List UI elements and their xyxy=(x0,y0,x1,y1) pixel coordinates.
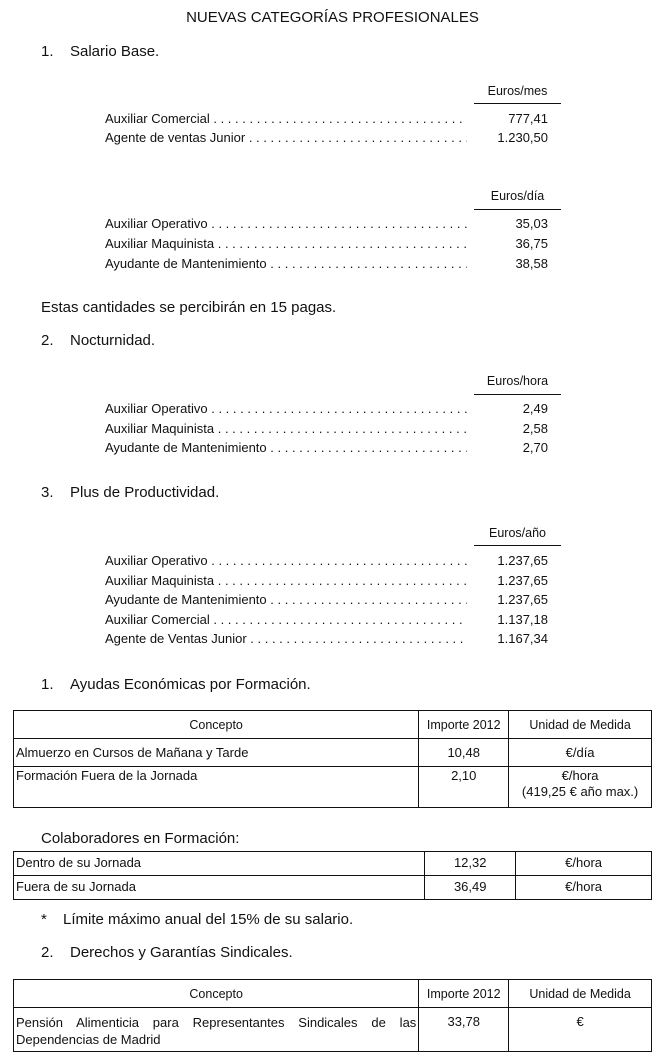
table-row xyxy=(14,767,652,808)
cell-importe: 10,48 xyxy=(419,739,509,767)
column-header: Concepto xyxy=(14,711,419,739)
limit-note-text: Límite máximo anual del 15% de su salario. xyxy=(63,911,354,928)
cell-unidad: € xyxy=(509,1008,652,1052)
section-nocturnidad xyxy=(41,332,155,349)
column-header: Unidad de Medida xyxy=(509,980,652,1008)
column-header: Concepto xyxy=(14,980,419,1008)
cell-concepto: Fuera de su Jornada xyxy=(14,876,425,900)
item-value: 2,49 xyxy=(522,401,548,416)
table-row xyxy=(14,876,652,900)
item-label: Auxiliar Comercial . . . xyxy=(105,612,467,627)
item-label: Ayudante de Mantenimiento . . . xyxy=(105,440,467,455)
limit-note xyxy=(41,911,353,928)
table-row xyxy=(14,1008,652,1052)
item-value: 1.137,18 xyxy=(497,612,548,627)
list-item xyxy=(105,592,548,611)
cell-importe: 12,32 xyxy=(425,852,516,876)
section-label: Nocturnidad. xyxy=(70,332,156,349)
cell-unidad-line: €/hora xyxy=(561,768,599,783)
list-item xyxy=(105,111,548,130)
item-label: Ayudante de Mantenimiento . . . xyxy=(105,592,467,607)
item-value: 2,58 xyxy=(522,421,548,436)
unit-underline xyxy=(474,394,561,395)
cell-unidad: €/día xyxy=(509,739,652,767)
cell-importe: 2,10 xyxy=(419,767,509,808)
cell-concepto: Pensión Alimenticia para Representantes Sindicales de las Dependencias de Madrid xyxy=(14,1008,419,1052)
item-label: Agente de Ventas Junior . . . xyxy=(105,631,467,646)
item-label: Agente de ventas Junior . . . xyxy=(105,130,467,145)
list-item xyxy=(105,236,548,255)
table-header-row xyxy=(14,711,652,739)
list-item xyxy=(105,440,548,459)
item-label: Auxiliar Operativo . . . xyxy=(105,216,467,231)
section-number: 2. xyxy=(41,332,54,349)
list-item xyxy=(105,421,548,440)
list-item xyxy=(105,130,548,149)
cell-importe: 36,49 xyxy=(425,876,516,900)
section-derechos-sindicales xyxy=(41,944,293,961)
item-value: 36,75 xyxy=(515,236,548,251)
section-plus-productividad xyxy=(41,484,219,501)
item-value: 777,41 xyxy=(508,111,548,126)
unit-underline xyxy=(474,545,561,546)
unit-header-euros-dia: Euros/día xyxy=(490,189,545,203)
ayudas-table xyxy=(13,710,652,808)
cell-unidad xyxy=(509,767,652,808)
cell-concepto: Almuerzo en Cursos de Mañana y Tarde xyxy=(14,739,419,767)
section-number: 2. xyxy=(41,944,54,961)
table-row xyxy=(14,852,652,876)
item-value: 2,70 xyxy=(522,440,548,455)
item-value: 1.237,65 xyxy=(497,553,548,568)
page-title: NUEVAS CATEGORÍAS PROFESIONALES xyxy=(186,9,479,26)
section-number: 1. xyxy=(41,43,54,60)
item-label: Auxiliar Maquinista . . . xyxy=(105,421,467,436)
cell-unidad: €/hora xyxy=(516,852,652,876)
table-header-row xyxy=(14,980,652,1008)
unit-underline xyxy=(474,103,561,104)
section-number: 1. xyxy=(41,676,54,693)
unit-header-euros-hora: Euros/hora xyxy=(486,374,549,388)
section-label: Plus de Productividad. xyxy=(70,484,220,501)
pagas-note: Estas cantidades se percibirán en 15 pagas. xyxy=(41,299,337,316)
cell-concepto: Dentro de su Jornada xyxy=(14,852,425,876)
cell-concepto: Formación Fuera de la Jornada xyxy=(14,767,419,808)
asterisk-mark: * xyxy=(41,911,47,928)
cell-unidad: €/hora xyxy=(516,876,652,900)
unit-header-euros-mes: Euros/mes xyxy=(487,84,548,98)
item-value: 35,03 xyxy=(515,216,548,231)
item-label: Auxiliar Operativo . . . xyxy=(105,401,467,416)
item-value: 1.237,65 xyxy=(497,592,548,607)
item-value: 1.237,65 xyxy=(497,573,548,588)
item-value: 1.230,50 xyxy=(497,130,548,145)
item-label: Auxiliar Operativo . . . xyxy=(105,553,467,568)
item-label: Auxiliar Maquinista . . . xyxy=(105,236,467,251)
section-ayudas-formacion xyxy=(41,676,311,693)
table-row xyxy=(14,739,652,767)
section-label: Salario Base. xyxy=(70,43,160,60)
list-item xyxy=(105,216,548,235)
section-number: 3. xyxy=(41,484,54,501)
colaboradores-table xyxy=(13,851,652,900)
list-item xyxy=(105,401,548,420)
cell-unidad-line: (419,25 € año max.) xyxy=(521,784,639,799)
colaboradores-title: Colaboradores en Formación: xyxy=(41,830,240,847)
list-item xyxy=(105,256,548,275)
list-item xyxy=(105,612,548,631)
item-label: Auxiliar Comercial . . . xyxy=(105,111,467,126)
derechos-table xyxy=(13,979,652,1052)
unit-header-euros-ano: Euros/año xyxy=(489,526,546,540)
column-header: Importe 2012 xyxy=(419,980,509,1008)
list-item xyxy=(105,553,548,572)
column-header: Importe 2012 xyxy=(419,711,509,739)
list-item xyxy=(105,573,548,592)
column-header: Unidad de Medida xyxy=(509,711,652,739)
item-label: Auxiliar Maquinista . . . xyxy=(105,573,467,588)
section-label: Derechos y Garantías Sindicales. xyxy=(70,944,293,961)
unit-underline xyxy=(474,209,561,210)
section-salario-base xyxy=(41,43,159,60)
item-value: 1.167,34 xyxy=(497,631,548,646)
item-value: 38,58 xyxy=(515,256,548,271)
cell-importe: 33,78 xyxy=(419,1008,509,1052)
section-label: Ayudas Económicas por Formación. xyxy=(70,676,311,693)
item-label: Ayudante de Mantenimiento . . . xyxy=(105,256,467,271)
list-item xyxy=(105,631,548,650)
